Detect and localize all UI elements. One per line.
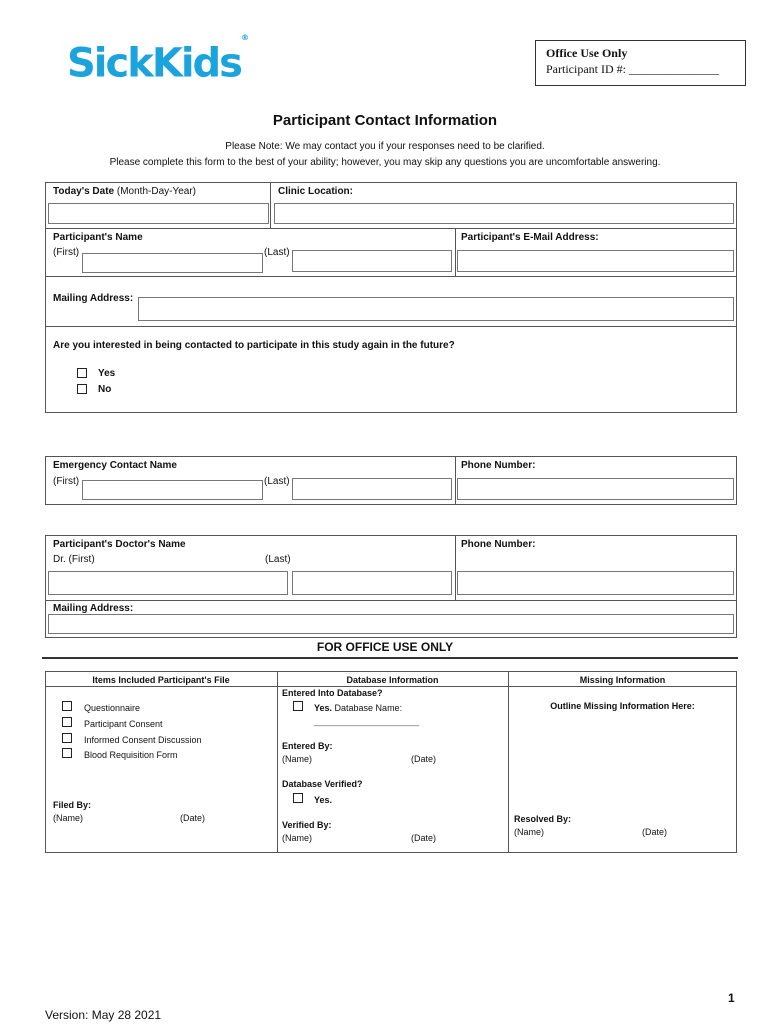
emergency-phone-field[interactable] [457, 478, 734, 500]
note-line-1: Please Note: We may contact you if your responses need to be clarified. [225, 141, 545, 152]
last-name-label: (Last) [264, 247, 290, 258]
informed-consent-checkbox[interactable] [62, 733, 72, 743]
entered-by-label: Entered By: [282, 741, 333, 751]
entered-db-yes-checkbox[interactable] [293, 701, 303, 711]
office-heading-rule [42, 657, 738, 659]
doctor-last-name-field[interactable] [292, 571, 452, 595]
verified-by-date: (Date) [411, 833, 437, 843]
emergency-last-label: (Last) [264, 476, 290, 487]
db-verified-yes-checkbox[interactable] [293, 793, 303, 803]
participant-last-name-field[interactable] [292, 250, 452, 272]
participant-name-label: Participant's Name [53, 232, 143, 243]
page-number: 1 [728, 991, 735, 1005]
logo-mark: ® [240, 33, 249, 42]
divider [45, 326, 737, 327]
divider [455, 228, 456, 276]
db-name-text: Database Name: [332, 703, 403, 713]
sickkids-logo [67, 33, 249, 87]
participant-first-name-field[interactable] [82, 253, 263, 273]
outline-missing-label: Outline Missing Information Here: [550, 701, 695, 711]
future-no-label: No [98, 384, 112, 395]
clinic-location-field[interactable] [274, 203, 734, 224]
entered-into-db-label: Entered Into Database? [282, 688, 383, 698]
verified-by-label: Verified By: [282, 820, 332, 830]
doctor-name-label: Participant's Doctor's Name [53, 539, 186, 550]
emergency-name-label: Emergency Contact Name [53, 460, 177, 471]
filed-by-name: (Name) [53, 813, 84, 823]
emergency-first-label: (First) [53, 476, 80, 487]
divider [508, 671, 509, 853]
todays-date-field[interactable] [48, 203, 269, 224]
col-missing-header: Missing Information [579, 675, 666, 685]
resolved-by-name: (Name) [514, 827, 545, 837]
clinic-location-label: Clinic Location: [278, 186, 353, 197]
future-contact-question: Are you interested in being contacted to participate in this study again in the future? [53, 340, 455, 351]
consent-checkbox[interactable] [62, 717, 72, 727]
item-blood-requisition: Blood Requisition Form [84, 750, 178, 760]
item-informed-consent: Informed Consent Discussion [84, 735, 202, 745]
todays-date-label-bold: Today's Date [53, 186, 115, 197]
doctor-mailing-field[interactable] [48, 614, 734, 634]
page-title: Participant Contact Information [272, 112, 498, 129]
divider [45, 686, 737, 687]
db-name-label [314, 703, 402, 713]
db-verified-yes-label: Yes. [314, 795, 333, 805]
todays-date-label-format: (Month-Day-Year) [114, 186, 196, 197]
participant-id-label: Participant ID #: _______________ [546, 62, 719, 76]
email-label: Participant's E-Mail Address: [461, 232, 599, 243]
future-no-checkbox[interactable] [77, 384, 87, 394]
mailing-address-field[interactable] [138, 297, 734, 321]
col-database-header: Database Information [346, 675, 439, 685]
entered-by-name: (Name) [282, 754, 313, 764]
doctor-first-name-field[interactable] [48, 571, 288, 595]
future-yes-checkbox[interactable] [77, 368, 87, 378]
item-consent: Participant Consent [84, 719, 163, 729]
doctor-phone-label: Phone Number: [461, 539, 536, 550]
mailing-address-label: Mailing Address: [53, 293, 134, 304]
participant-email-field[interactable] [457, 250, 734, 272]
resolved-by-label: Resolved By: [514, 814, 572, 824]
divider [277, 671, 278, 853]
filed-by-date: (Date) [180, 813, 206, 823]
office-use-table [45, 671, 737, 853]
todays-date-label [53, 186, 196, 197]
divider [45, 228, 737, 229]
office-use-title: Office Use Only [546, 46, 628, 60]
divider [45, 276, 737, 277]
divider [270, 182, 271, 228]
db-yes-label: Yes. [314, 703, 333, 713]
doctor-phone-field[interactable] [457, 571, 734, 595]
db-verified-label: Database Verified? [282, 779, 363, 789]
emergency-last-name-field[interactable] [292, 478, 452, 500]
office-use-heading: FOR OFFICE USE ONLY [316, 640, 454, 654]
emergency-phone-label: Phone Number: [461, 460, 536, 471]
divider [455, 535, 456, 600]
blood-requisition-checkbox[interactable] [62, 748, 72, 758]
divider [45, 600, 737, 601]
logo-text: SickKids [67, 40, 241, 87]
version-label: Version: May 28 2021 [45, 1008, 162, 1022]
resolved-by-date: (Date) [642, 827, 668, 837]
doctor-mailing-label: Mailing Address: [53, 603, 134, 614]
divider [455, 456, 456, 505]
office-use-box [535, 40, 746, 86]
doctor-last-label: (Last) [265, 554, 291, 565]
filed-by-label: Filed By: [53, 800, 92, 810]
item-questionnaire: Questionnaire [84, 703, 141, 713]
entered-by-date: (Date) [411, 754, 437, 764]
note-line-2: Please complete this form to the best of your ability; however, you may skip any questions you are uncomfortable answering. [109, 157, 661, 168]
col-items-header: Items Included Participant's File [92, 675, 230, 685]
verified-by-name: (Name) [282, 833, 313, 843]
doctor-first-label: Dr. (First) [53, 554, 95, 565]
first-name-label: (First) [53, 247, 80, 258]
questionnaire-checkbox[interactable] [62, 701, 72, 711]
db-name-line: _____________________ [314, 716, 420, 726]
future-yes-label: Yes [98, 368, 116, 379]
emergency-first-name-field[interactable] [82, 480, 263, 500]
